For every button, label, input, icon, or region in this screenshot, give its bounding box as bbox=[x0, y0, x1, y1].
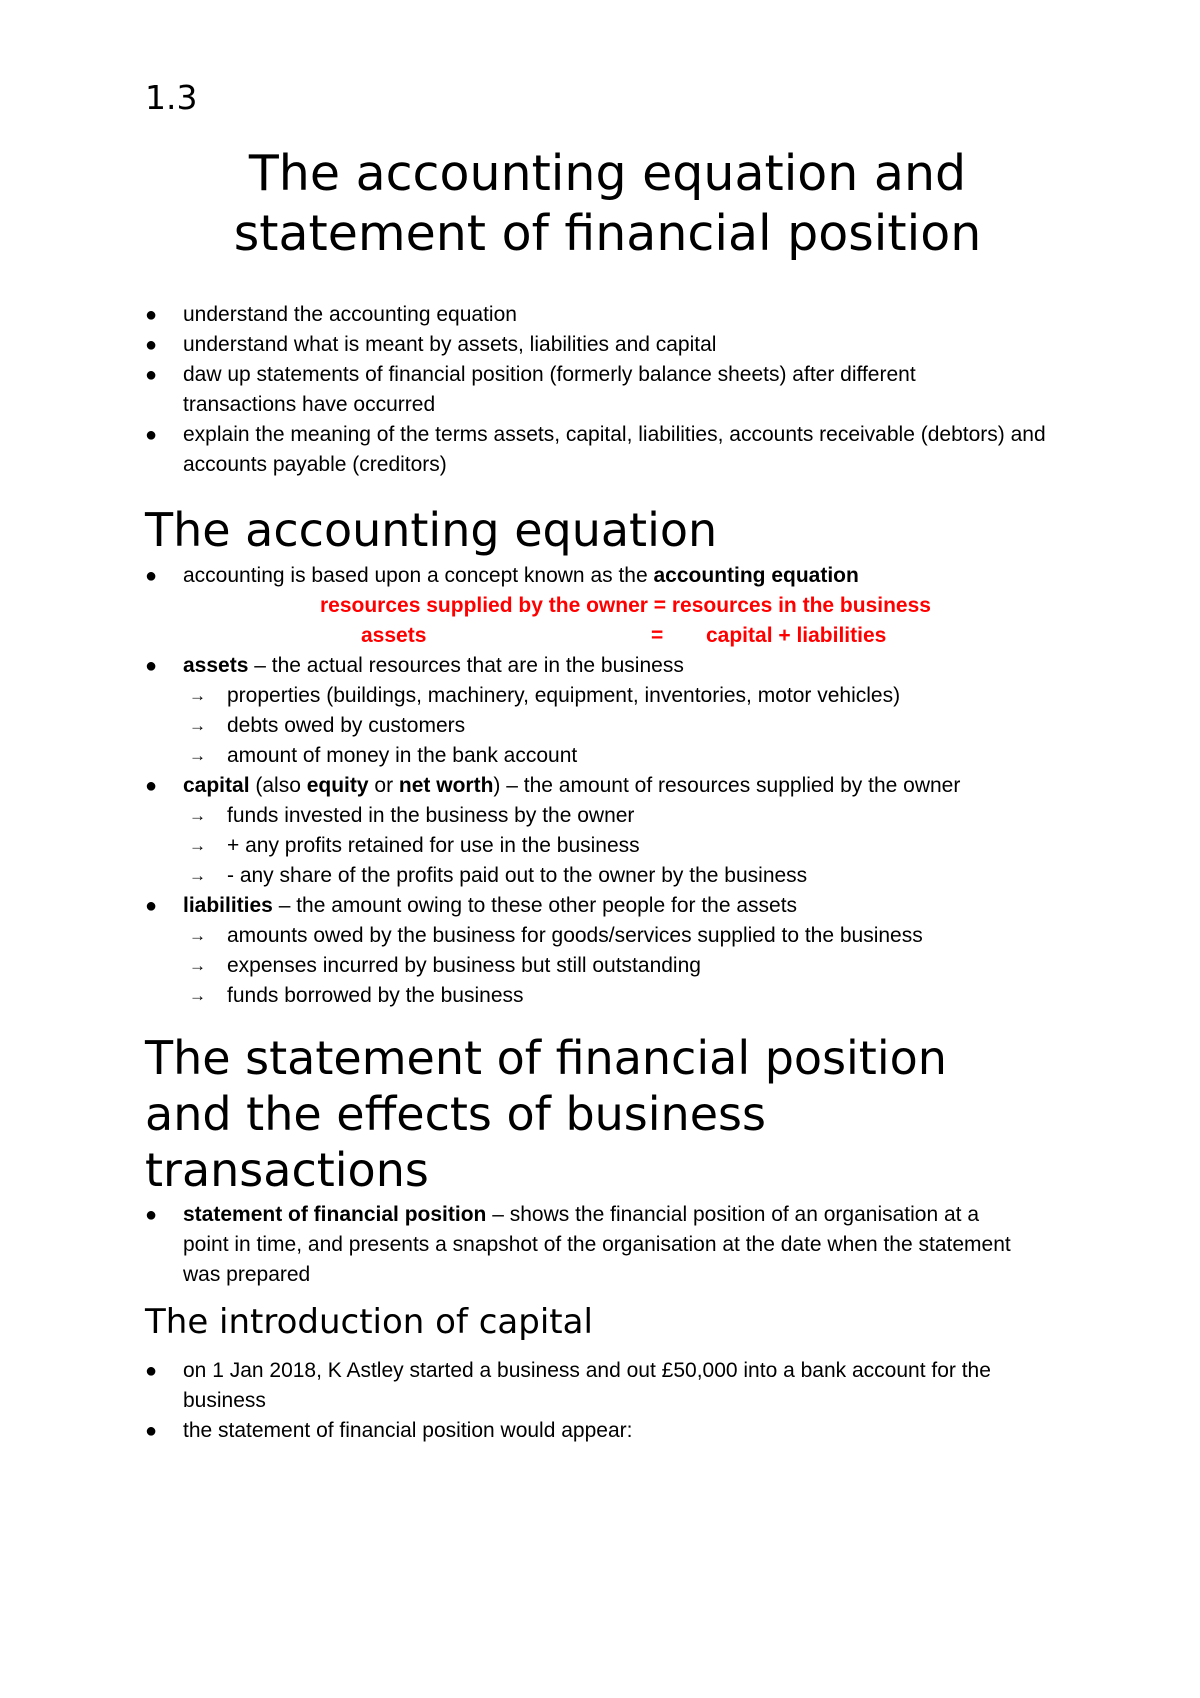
bullet-icon: ● bbox=[145, 304, 158, 326]
list-item: ● on 1 Jan 2018, K Astley started a business and out £50,000 into a bank account for the business bbox=[0, 1356, 1080, 1416]
right-arrow-icon: → bbox=[189, 926, 206, 945]
list-item: ● explain the meaning of the terms assets, capital, liabilities, accounts receivable (debtors) and accounts payable (creditors) bbox=[0, 420, 1080, 480]
accounting-equation-list bbox=[0, 561, 1080, 591]
right-arrow-icon: → bbox=[189, 686, 206, 705]
sub-item: → - any share of the profits paid out to the owner by the business bbox=[0, 861, 1080, 891]
sub-item: → funds borrowed by the business bbox=[0, 981, 1080, 1011]
right-arrow-icon: → bbox=[189, 866, 206, 885]
bullet-icon: ● bbox=[145, 775, 158, 797]
section-number: 1.3 bbox=[145, 78, 198, 117]
title-line-2: statement of financial position bbox=[233, 205, 982, 262]
right-arrow-icon: → bbox=[189, 806, 206, 825]
equation-terms-list bbox=[0, 651, 1080, 1011]
list-item: ● daw up statements of financial position (formerly balance sheets) after different transactions have occurred bbox=[0, 360, 1080, 420]
list-item: ● the statement of financial position would appear: bbox=[0, 1416, 1080, 1446]
sub-item: → + any profits retained for use in the business bbox=[0, 831, 1080, 861]
list-item: ● accounting is based upon a concept known as the accounting equation bbox=[0, 561, 1080, 591]
list-item-capital: ● capital (also equity or net worth) – the amount of resources supplied by the owner bbox=[0, 771, 1080, 801]
equation-rhs: capital + liabilities bbox=[706, 624, 887, 647]
list-item-assets: ● assets – the actual resources that are in the business bbox=[0, 651, 1080, 681]
bullet-icon: ● bbox=[145, 655, 158, 677]
sub-item: → funds invested in the business by the owner bbox=[0, 801, 1080, 831]
title-line-1: The accounting equation and bbox=[248, 145, 967, 202]
section-heading-statement-of-financial-position: The statement of financial position and the effects of business transactions bbox=[145, 1031, 947, 1197]
sub-item: → properties (buildings, machinery, equipment, inventories, motor vehicles) bbox=[0, 681, 1080, 711]
right-arrow-icon: → bbox=[189, 746, 206, 765]
equation-equals: = bbox=[651, 624, 664, 647]
objectives-list bbox=[0, 300, 1080, 480]
bullet-icon: ● bbox=[145, 1420, 158, 1442]
bullet-icon: ● bbox=[145, 424, 158, 446]
bullet-icon: ● bbox=[145, 895, 158, 917]
bullet-icon: ● bbox=[145, 1360, 158, 1382]
list-item: ● understand the accounting equation bbox=[0, 300, 1080, 330]
list-item: ● statement of financial position – shows the financial position of an organisation at a point in time, and presents a snapshot of the organisation at the date when the statement was prepared bbox=[0, 1200, 1080, 1290]
document-title bbox=[145, 144, 1070, 264]
right-arrow-icon: → bbox=[189, 716, 206, 735]
sub-item: → expenses incurred by business but still outstanding bbox=[0, 951, 1080, 981]
section-heading-accounting-equation: The accounting equation bbox=[145, 503, 718, 557]
sub-item: → debts owed by customers bbox=[0, 711, 1080, 741]
bullet-icon: ● bbox=[145, 364, 158, 386]
bullet-icon: ● bbox=[145, 565, 158, 587]
right-arrow-icon: → bbox=[189, 956, 206, 975]
sub-item: → amount of money in the bank account bbox=[0, 741, 1080, 771]
bullet-icon: ● bbox=[145, 1204, 158, 1226]
list-item: ● understand what is meant by assets, liabilities and capital bbox=[0, 330, 1080, 360]
section-heading-introduction-of-capital: The introduction of capital bbox=[145, 1302, 593, 1342]
bullet-icon: ● bbox=[145, 334, 158, 356]
list-item-liabilities: ● liabilities – the amount owing to these other people for the assets bbox=[0, 891, 1080, 921]
sub-item: → amounts owed by the business for goods/services supplied to the business bbox=[0, 921, 1080, 951]
introduction-list bbox=[0, 1356, 1080, 1446]
right-arrow-icon: → bbox=[189, 836, 206, 855]
sofp-list bbox=[0, 1200, 1080, 1290]
equation-assets: assets bbox=[361, 624, 427, 647]
right-arrow-icon: → bbox=[189, 986, 206, 1005]
equation-text: resources supplied by the owner = resources in the business bbox=[320, 594, 931, 617]
